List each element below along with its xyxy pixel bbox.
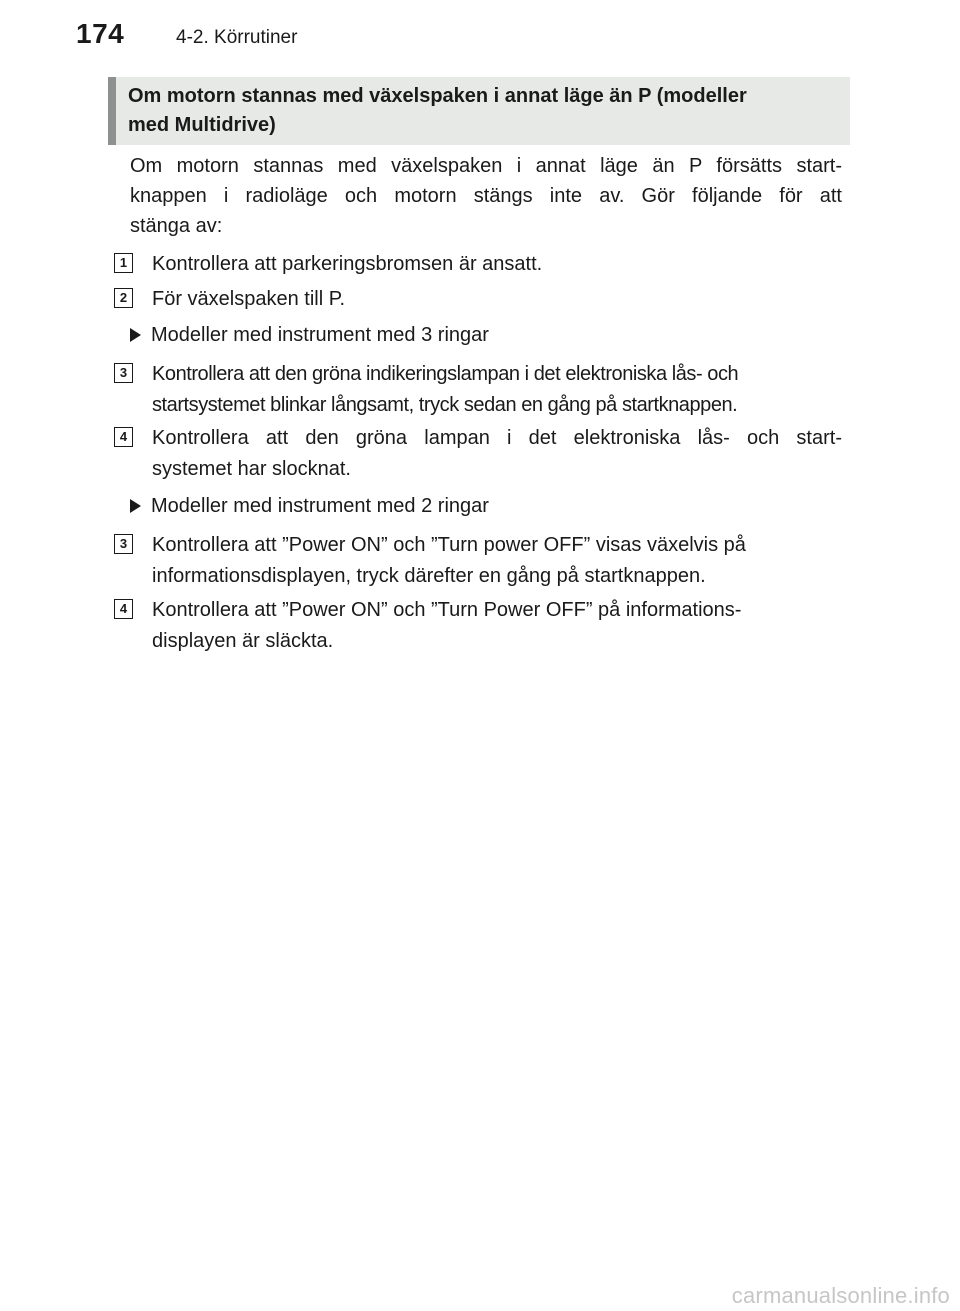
step-number-badge: 3 xyxy=(114,534,133,554)
step-line: startsystemet blinkar långsamt, tryck sedan en gång på startknappen. xyxy=(152,394,738,416)
step-2 xyxy=(108,284,842,315)
step-text xyxy=(152,423,842,485)
subsection-title-2-rings xyxy=(130,491,489,521)
step-number-badge: 4 xyxy=(114,599,133,619)
step-3-two-rings xyxy=(108,530,842,592)
step-text xyxy=(152,249,842,280)
step-4-three-rings xyxy=(108,423,842,485)
intro-line3: stänga av: xyxy=(130,215,223,237)
section-header xyxy=(108,77,850,145)
section-title-line1: Om motorn stannas med växelspaken i annat läge än P (modeller xyxy=(128,85,747,107)
step-number-badge: 2 xyxy=(114,288,133,308)
triangle-bullet-icon xyxy=(130,499,141,513)
step-number-badge: 4 xyxy=(114,427,133,447)
step-text xyxy=(152,595,842,657)
step-text xyxy=(152,530,842,592)
subsection-title-3-rings xyxy=(130,320,489,350)
section-title-line2: med Multidrive) xyxy=(128,114,276,136)
subsection-title-text: Modeller med instrument med 2 ringar xyxy=(151,495,489,517)
step-line: Kontrollera att parkeringsbromsen är ansatt. xyxy=(152,253,543,275)
step-number-badge: 3 xyxy=(114,363,133,383)
intro-line1: Om motorn stannas med växelspaken i annat läge än P försätts start- xyxy=(130,155,842,177)
intro-paragraph xyxy=(130,151,842,241)
watermark: carmanualsonline.info xyxy=(731,1283,950,1308)
page-number: 174 xyxy=(76,18,125,49)
step-text xyxy=(152,359,842,421)
step-text xyxy=(152,284,842,315)
step-line: informationsdisplayen, tryck därefter en gång på startknappen. xyxy=(152,565,706,587)
step-line: Kontrollera att den gröna indikeringslampan i det elektroniska lås- och xyxy=(152,363,739,385)
step-line: systemet har slocknat. xyxy=(152,458,351,480)
chapter-title: 4-2. Körrutiner xyxy=(176,27,298,48)
intro-line2: knappen i radioläge och motorn stängs inte av. Gör följande för att xyxy=(130,185,842,207)
step-3-three-rings xyxy=(108,359,842,421)
step-line: Kontrollera att ”Power ON” och ”Turn Power OFF” på informations- xyxy=(152,599,742,621)
step-line: displayen är släckta. xyxy=(152,630,334,652)
step-line: Kontrollera att ”Power ON” och ”Turn power OFF” visas växelvis på xyxy=(152,534,746,556)
step-4-two-rings xyxy=(108,595,842,657)
subsection-title-text: Modeller med instrument med 3 ringar xyxy=(151,324,489,346)
step-1 xyxy=(108,249,842,280)
step-line: För växelspaken till P. xyxy=(152,288,346,310)
step-number-badge: 1 xyxy=(114,253,133,273)
step-line: Kontrollera att den gröna lampan i det elektroniska lås- och start- xyxy=(152,427,842,449)
triangle-bullet-icon xyxy=(130,328,141,342)
